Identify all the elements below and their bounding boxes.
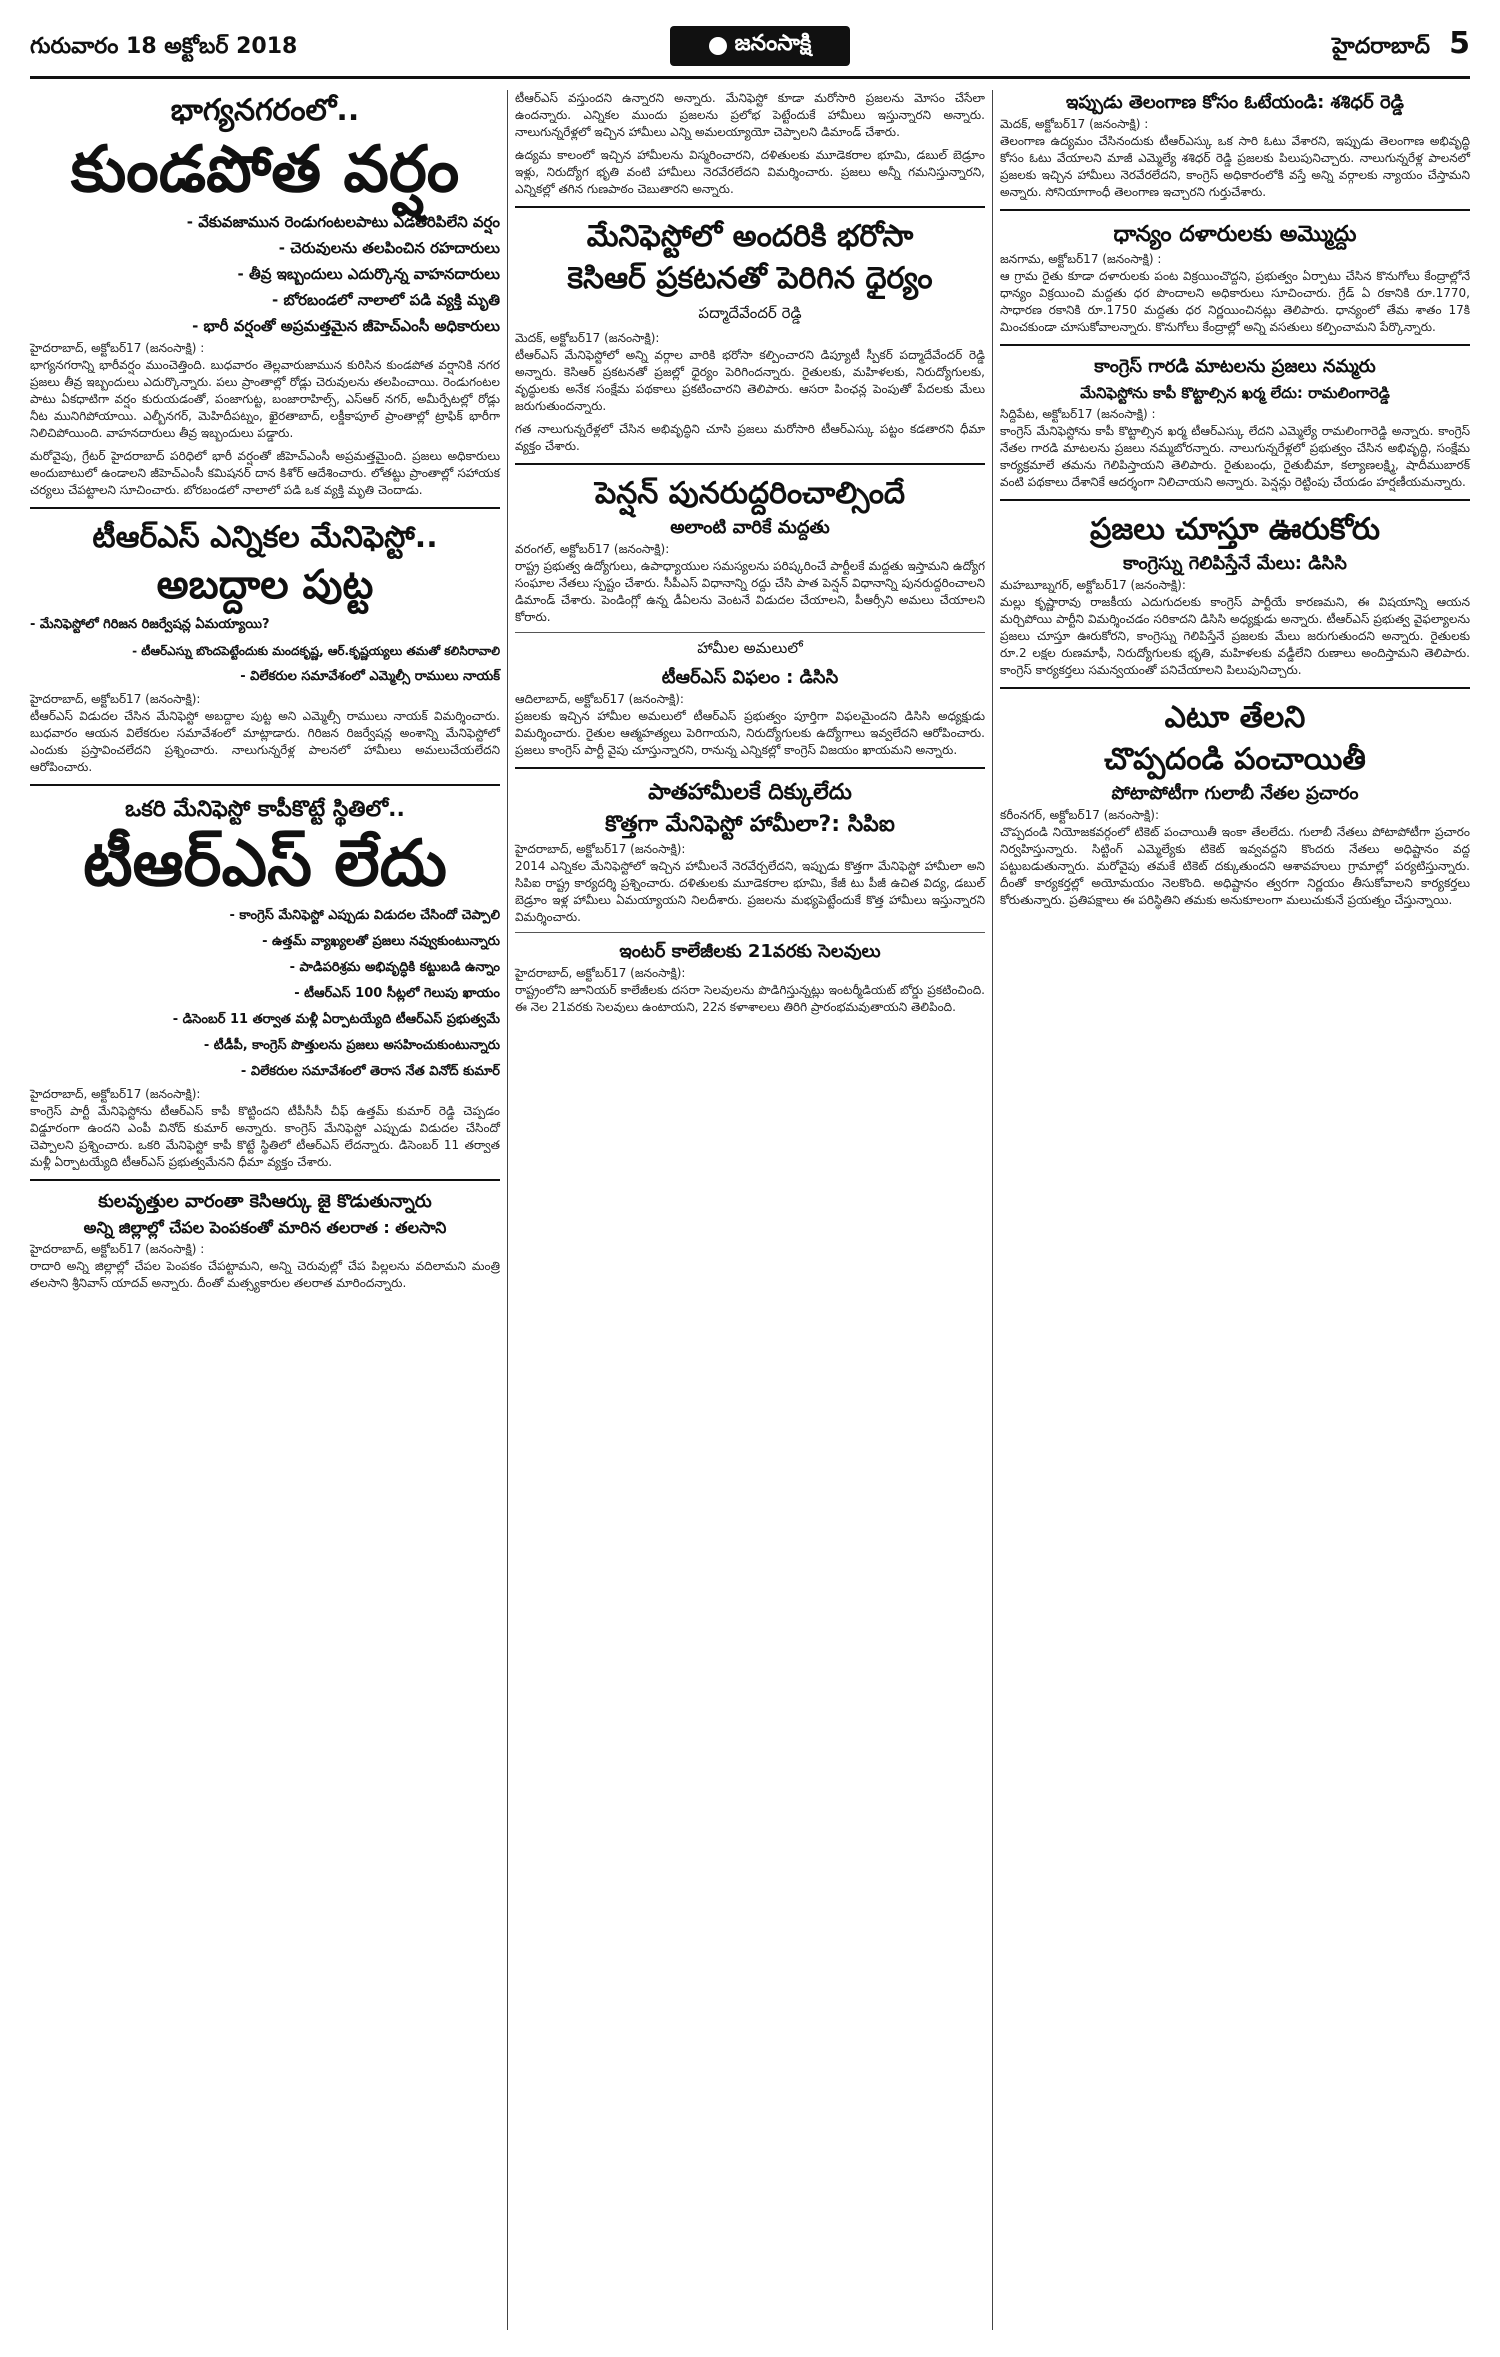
- article-headline: ప్రజలు చూస్తూ ఊరుకోరు: [1090, 512, 1380, 547]
- masthead-logo: [670, 26, 850, 66]
- article-subhead: - విలేకరుల సమావేశంలో తెరాస నేత వినోద్ కుమార్: [240, 1064, 500, 1079]
- article-dateline: మెదక్, అక్టోబర్17 (జనంసాక్షి) :: [1000, 117, 1149, 131]
- article-rain: [30, 90, 500, 499]
- article-body: కాంగ్రెస్ పార్టీ మేనిఫెస్టోను టీఆర్ఎస్ కాపీ కొట్టిందని టీపీసీసీ చీఫ్ ఉత్తమ్ కుమార్ రెడ్డి చెప్పడం విడ్డూరంగా ఉందని ఎంపీ వినోద్ కుమార్ అన్నారు. కాంగ్రెస్ మేనిఫెస్టో ఎప్పుడు విడుదల చేసిందో చెప్పాలని ప్రశ్నించారు. ఒకరి మేనిఫెస్టో కాపీ కొట్టే స్థితిలో టీఆర్ఎస్ లేదన్నారు. డిసెంబర్ 11 తర్వాత మళ్లీ ఏర్పాటయ్యేది టీఆర్ఎస్ ప్రభుత్వమేనని ధీమా వ్యక్తం చేశారు.: [30, 1104, 500, 1169]
- article-congress-tricks: [1000, 354, 1470, 491]
- article-kicker: భాగ్యనగరంలో..: [170, 93, 360, 128]
- article-body: టీఆర్ఎస్ వస్తుందని ఉన్నారని అన్నారు. మేనిఫెస్టో కూడా మరోసారి ప్రజలను మోసం చేసేలా ఉందన్నారు. ఎన్నికల ముందు ప్రజలను ప్రలోభ పెట్టేందుకే హామీలు ఇస్తున్నారని అన్నారు. నాలుగున్నరేళ్లలో ఇచ్చిన హామీలు ఎన్ని అమలయ్యాయో చెప్పాలని డిమాండ్ చేశారు.: [515, 91, 985, 139]
- article-subhead: - టీఆర్ఎస్ను బొందపెట్టేందుకు మందకృష్ణ, ఆర్.కృష్ణయ్యలు తమతో కలిసిరావాలి: [132, 644, 500, 658]
- article-body: రాదారి అన్ని జిల్లాల్లో చేపల పెంపకం చేపట్టామని, అన్ని చెరువుల్లో చేప పిల్లలను వదిలామని మంత్రి తలసాని శ్రీనివాస్ యాదవ్ అన్నారు. దీంతో మత్స్యకారుల తలరాత మారిందన్నారు.: [30, 1259, 500, 1290]
- page-header: [30, 20, 1470, 79]
- article-subhead: కాంగ్రెస్ను గెలిపిస్తేనే మేలు: డిసిసి: [1123, 553, 1347, 574]
- article-kicker: హామీల అమలులో: [697, 639, 803, 657]
- article-subhead: - టీఆర్ఎస్ 100 సీట్లలో గెలుపు ఖాయం: [294, 986, 500, 1001]
- article-divider: [515, 463, 985, 465]
- article-body: భాగ్యనగరాన్ని భారీవర్షం ముంచెత్తింది. బుధవారం తెల్లవారుజామున కురిసిన కుండపోత వర్షానికి నగర ప్రజలు తీవ్ర ఇబ్బందులు ఎదుర్కొన్నారు. పలు ప్రాంతాల్లో రోడ్లు చెరువులను తలపించాయి. రెండుగంటల పాటు ఏకధాటిగా వర్షం కురుయడంతో, పంజాగుట్ట, బంజారాహిల్స్, ఎస్ఆర్ నగర్, అమీర్పేటల్లో రోడ్లు నీట మునిగిపోయాయి. ఎల్బీనగర్, మెహిదీపట్నం, ఖైరతాబాద్, లక్డీకాపూల్ ప్రాంతాల్లో ట్రాఫిక్ భారీగా నిలిచిపోయింది. వాహనదారులు తీవ్ర ఇబ్బందులు పడ్డారు.: [30, 358, 500, 440]
- article-fisheries: [30, 1189, 500, 1292]
- article-divider: [515, 632, 985, 633]
- article-body: మరోవైపు, గ్రేటర్ హైదరాబాద్ పరిధిలో భారీ వర్షంతో జీహెచ్ఎంసీ అప్రమత్తమైంది. ప్రజలు అధికారులు అందుబాటులో ఉండాలని జీహెచ్ఎంసీ కమిషనర్ దాన కిశోర్ ఆదేశించారు. లోతట్టు ప్రాంతాల్లో సహాయక చర్యలు చేపట్టాలని సూచించారు. బోరబండలో నాలాలో పడి ఒక వ్యక్తి మృతి చెందాడు.: [30, 449, 500, 497]
- article-subhead: - పాడిపరిశ్రమ అభివృద్ధికి కట్టుబడి ఉన్నాం: [289, 960, 500, 975]
- article-dateline: జనగామ, అక్టోబర్17 (జనంసాక్షి) :: [1000, 252, 1162, 266]
- article-dateline: హైదరాబాద్, అక్టోబర్17 (జనంసాక్షి):: [515, 842, 686, 856]
- article-headline: ధాన్యం దళారులకు అమ్మొద్దు: [1113, 222, 1357, 247]
- article-dateline: హైదరాబాద్, అక్టోబర్17 (జనంసాక్షి):: [515, 966, 686, 980]
- article-grain: [1000, 219, 1470, 336]
- article-divider: [1000, 499, 1470, 501]
- article-subhead: - వేకువజామున రెండుగంటలపాటు ఎడతెరిపిలేని వర్షం: [186, 213, 500, 231]
- article-headline: అబద్దాల పుట్ట: [156, 562, 374, 608]
- article-headline: ఇంటర్ కాలేజీలకు 21వరకు సెలవులు: [619, 941, 881, 962]
- article-body: రాష్ట్ర ప్రభుత్వ ఉద్యోగులు, ఉపాధ్యాయుల సమస్యలను పరిష్కరించే పార్టీలకే మద్దతు ఇస్తామని ఉద్యోగ సంఘాల నేతలు స్పష్టం చేశారు. సీపీఎస్ విధానాన్ని రద్దు చేసి పాత పెన్షన్ విధానాన్ని పునరుద్దరించాలని డిమాండ్ చేశారు. పెండింగ్లో ఉన్న డీఏలను వెంటనే విడుదల చేయాలని, పీఆర్సీని అమలు చేయాలని కోరారు.: [515, 559, 985, 624]
- article-divider: [1000, 344, 1470, 346]
- article-cpi: [515, 777, 985, 926]
- article-headline: ఎటూ తేలని: [1164, 700, 1306, 735]
- article-dateline: సిద్దిపేట, అక్టోబర్17 (జనంసాక్షి) :: [1000, 407, 1156, 421]
- article-subhead: - బోరబండలో నాలాలో పడి వ్యక్తి మృతి: [272, 291, 500, 309]
- article-body: మల్లు కృష్ణారావు రాజకీయ ఎదుగుదలకు కాంగ్రెస్ పార్టీయే కారణమని, ఈ విషయాన్ని ఆయన మర్చిపోయి పార్టీని విమర్శించడం సరికాదని డిసిసి అధ్యక్షుడు అన్నారు. టీఆర్ఎస్ ప్రభుత్వ వైఫల్యాలను ప్రజలు చూస్తూ ఊరుకోరని, కాంగ్రెస్ను గెలిపిస్తేనే ప్రజలకు మేలు జరుగుతుందని అన్నారు. రైతులకు రూ.2 లక్షల రుణమాఫీ, నిరుద్యోగులకు భృతి, మహిళలకు వడ్డీలేని రుణాలు అందిస్తామని తెలిపారు. కాంగ్రెస్ కార్యకర్తలు సమన్వయంతో పనిచేయాలని పిలుపునిచ్చారు.: [1000, 595, 1470, 677]
- article-subhead: - భారీ వర్షంతో అప్రమత్తమైన జీహెచ్ఎంసీ అధికారులు: [192, 317, 500, 335]
- article-panchayat: [1000, 697, 1470, 909]
- article-trs-manifesto: [30, 517, 500, 776]
- column-divider: [507, 90, 508, 2330]
- article-body: గత నాలుగున్నరేళ్లలో చేసిన అభివృద్ధిని చూసి ప్రజలు మరోసారి టీఆర్ఎస్కు పట్టం కడతారని ధీమా వ్యక్తం చేశారు.: [515, 422, 985, 453]
- column-divider: [992, 90, 993, 2330]
- article-subhead: - ఉత్తమ్ వ్యాఖ్యలతో ప్రజలు నవ్వుకుంటున్నారు: [262, 934, 500, 949]
- article-subhead: - డిసెంబర్ 11 తర్వాత మళ్లీ ఏర్పాటయ్యేది టీఆర్ఎస్ ప్రభుత్వమే: [172, 1012, 500, 1027]
- article-headline: చొప్పదండి పంచాయితీ: [1104, 742, 1366, 777]
- article-subhead: - చెరువులను తలపించిన రహదారులు: [278, 239, 500, 257]
- article-divider: [30, 1179, 500, 1181]
- article-subhead: మేనిఫెస్టోను కాపీ కొట్టాల్సిన ఖర్మ లేదు: రామలింగారెడ్డి: [1080, 384, 1390, 402]
- article-divider: [1000, 687, 1470, 689]
- article-subhead: - కాంగ్రెస్ మేనిఫెస్టో ఎప్పుడు విడుదల చేసిందో చెప్పాలి: [229, 908, 500, 923]
- article-subhead: అలాంటి వారికే మద్దతు: [670, 517, 830, 538]
- article-body: రాష్ట్రంలోని జూనియర్ కాలేజీలకు దసరా సెలవులను పొడిగిస్తున్నట్లు ఇంటర్మీడియట్ బోర్డు ప్రకటించింది. ఈ నెల 21వరకు సెలవులు ఉంటాయని, 22న కళాశాలలు తిరిగి ప్రారంభమవుతాయని తెలిపింది.: [515, 983, 985, 1014]
- article-manifesto: [515, 216, 985, 455]
- article-dateline: ఆదిలాబాద్, అక్టోబర్17 (జనంసాక్షి):: [515, 692, 684, 706]
- article-subhead: - విలేకరుల సమావేశంలో ఎమ్మెల్సీ రాములు నాయక్: [240, 669, 500, 684]
- article-headline: కుండపోత వర్షం: [70, 133, 460, 207]
- column-2: [515, 90, 985, 1022]
- article-dateline: హైదరాబాద్, అక్టోబర్17 (జనంసాక్షి):: [30, 692, 201, 706]
- article-dateline: వరంగల్, అక్టోబర్17 (జనంసాక్షి):: [515, 542, 670, 556]
- article-headline: కొత్తగా మేనిఫెస్టో హామీలా?: సిపిఐ: [605, 812, 895, 837]
- article-divider: [515, 932, 985, 933]
- issue-date: గురువారం 18 అక్టోబర్ 2018: [30, 34, 298, 59]
- article-body: కాంగ్రెస్ మేనిఫెస్టోను కాపీ కొట్టాల్సిన ఖర్మ టీఆర్ఎస్కు లేదని ఎమ్మెల్యే రామలింగారెడ్డి అన్నారు. కాంగ్రెస్ నేతల గారడి మాటలను ప్రజలు నమ్మబోరన్నారు. నాలుగున్నరేళ్లలో ప్రభుత్వం చేసిన అభివృద్ధి, సంక్షేమ కార్యక్రమాలే తమను గెలిపిస్తాయని తెలిపారు. రైతుబంధు, రైతుబీమా, కల్యాణలక్ష్మి, షాదీముబారక్ వంటి పథకాలు దేశానికే ఆదర్శంగా నిలిచాయని అన్నారు. పెన్షన్లు రెట్టింపు చేయడం హర్షణీయమన్నారు.: [1000, 424, 1470, 489]
- article-divider: [1000, 209, 1470, 211]
- article-byline: పద్మాదేవేందర్ రెడ్డి: [698, 304, 802, 322]
- article-kicker: ఒకరి మేనిఫెస్టో కాపీకొట్టే స్థితిలో..: [125, 797, 405, 822]
- article-subhead: - టీడీపీ, కాంగ్రెస్ పొత్తులను ప్రజలు అసహించుకుంటున్నారు: [203, 1038, 500, 1053]
- article-dateline: హైదరాబాద్, అక్టోబర్17 (జనంసాక్షి) :: [30, 1242, 205, 1256]
- article-body: టీఆర్ఎస్ మేనిఫెస్టోలో అన్ని వర్గాల వారికి భరోసా కల్పించారని డిప్యూటీ స్పీకర్ పద్మాదేవేందర్ రెడ్డి అన్నారు. కెసిఆర్ ప్రకటనతో ప్రజల్లో ధైర్యం పెరిగిందన్నారు. రైతులకు, మహిళలకు, నిరుద్యోగులకు, వృద్ధులకు అనేక సంక్షేమ పథకాలు ప్రకటించారని తెలిపారు. ఆసరా పింఛన్ల పెంపుతో పేదలకు మేలు జరుగుతుందన్నారు.: [515, 348, 985, 413]
- article-body: ఆ గ్రామ రైతు కూడా దళారులకు పంట విక్రయించొద్దని, ప్రభుత్వం ఏర్పాటు చేసిన కొనుగోలు కేంద్రాల్లోనే ధాన్యం విక్రయించి మద్దతు ధర పొందాలని అధికారులు సూచించారు. గ్రేడ్ ఏ రకానికి రూ.1770, సాధారణ రకానికి రూ.1750 మద్దతు ధర నిర్ణయించినట్లు తెలిపారు. ధాన్యంలో తేమ శాతం 17కి మించకుండా చూసుకోవాలన్నారు. కొనుగోలు కేంద్రాల్లో అన్ని వసతులు కల్పించామని పేర్కొన్నారు.: [1000, 269, 1470, 334]
- article-divider: [515, 767, 985, 769]
- article-pension: [515, 473, 985, 626]
- article-promises: [515, 639, 985, 759]
- article-subhead: అన్ని జిల్లాల్లో చేపల పెంపకంతో మారిన తలరాత : తలసాని: [83, 1218, 447, 1237]
- article-kicker: మేనిఫెస్టోలో అందరికి భరోసా: [586, 219, 914, 254]
- edition-city: హైదరాబాద్: [1332, 34, 1430, 59]
- article-sasidhar: [1000, 90, 1470, 201]
- article-dateline: కరీంనగర్, అక్టోబర్17 (జనంసాక్షి):: [1000, 808, 1160, 822]
- article-copy: [30, 794, 500, 1171]
- article-body: ప్రజలకు ఇచ్చిన హామీల అమలులో టీఆర్ఎస్ ప్రభుత్వం పూర్తిగా విఫలమైందని డిసిసి అధ్యక్షుడు విమర్శించారు. రైతుల ఆత్మహత్యలు పెరిగాయని, నిరుద్యోగులకు ఉద్యోగాలు ఇవ్వలేదని ఆరోపించారు. ప్రజలు కాంగ్రెస్ పార్టీ వైపు చూస్తున్నారని, రానున్న ఎన్నికల్లో కాంగ్రెస్ విజయం ఖాయమని అన్నారు.: [515, 709, 985, 757]
- masthead-title: జనంసాక్షి: [734, 31, 812, 56]
- article-kicker: టీఆర్ఎస్ ఎన్నికల మేనిఫెస్టో..: [92, 520, 438, 555]
- article-dateline: మహబూబ్నగర్, అక్టోబర్17 (జనంసాక్షి):: [1000, 578, 1186, 592]
- article-body: ఉద్యమ కాలంలో ఇచ్చిన హామీలను విస్మరించారని, దళితులకు మూడెకరాల భూమి, డబుల్ బెడ్రూం ఇళ్లు, నిరుద్యోగ భృతి వంటి హామీలు నెరవేరలేదని విమర్శించారు. ప్రజలు అన్నీ గమనిస్తున్నారని, ఎన్నికల్లో తగిన గుణపాఠం చెబుతారని అన్నారు.: [515, 148, 985, 196]
- article-headline: టీఆర్ఎస్ లేదు: [83, 827, 447, 901]
- newspaper-page: [30, 20, 1470, 2340]
- article-body: టీఆర్ఎస్ విడుదల చేసిన మేనిఫెస్టో అబద్దాల పుట్ట అని ఎమ్మెల్సీ రాములు నాయక్ విమర్శించారు. బుధవారం ఆయన విలేకరుల సమావేశంలో మాట్లాడారు. గిరిజన రిజర్వేషన్ల అంశాన్ని మేనిఫెస్టోలో ఎందుకు ప్రస్తావించలేదని ప్రశ్నించారు. నాలుగున్నరేళ్ల పాలనలో హామీలు అమలుచేయలేదని ఆరోపించారు.: [30, 709, 500, 774]
- article-body: తెలంగాణ ఉద్యమం చేసినందుకు టీఆర్ఎస్కు ఒక సారి ఓటు వేశారని, ఇప్పుడు తెలంగాణ అభివృద్ధి కోసం ఓటు వేయాలని మాజీ ఎమ్మెల్యే శశిధర్ రెడ్డి ప్రజలకు పిలుపునిచ్చారు. నాలుగున్నరేళ్ల పాలనలో ప్రజలకు ఇచ్చిన హామీలు నెరవేరలేదని, కాంగ్రెస్ అధికారంలోకి వస్తే అన్ని వర్గాలకు న్యాయం చేస్తామని అన్నారు. సోనియాగాంధీ తెలంగాణ ఇచ్చారని గుర్తుచేశారు.: [1000, 134, 1470, 199]
- article-college: [515, 939, 985, 1016]
- sun-icon: [709, 37, 727, 55]
- column-1: [30, 90, 500, 1298]
- article-dateline: హైదరాబాద్, అక్టోబర్17 (జనంసాక్షి):: [30, 1087, 201, 1101]
- article-divider: [515, 206, 985, 208]
- article-dateline: హైదరాబాద్, అక్టోబర్17 (జనంసాక్షి) :: [30, 341, 205, 355]
- article-body: 2014 ఎన్నికల మేనిఫెస్టోలో ఇచ్చిన హామీలనే నెరవేర్చలేదని, ఇప్పుడు కొత్తగా మేనిఫెస్టో హామీలా అని సిపిఐ రాష్ట్ర కార్యదర్శి ప్రశ్నించారు. దళితులకు మూడెకరాల భూమి, కేజీ టు పీజీ ఉచిత విద్య, డబుల్ బెడ్రూం ఇళ్ల హామీలు ఏమయ్యాయని నిలదీశారు. ప్రజలను మభ్యపెట్టేందుకే కొత్త హామీలు ఇస్తున్నారని విమర్శించారు.: [515, 859, 985, 924]
- page-number: 5: [1449, 26, 1470, 61]
- article-headline: కులవృత్తుల వారంతా కెసిఆర్కు జై కొడుతున్నారు: [98, 1191, 432, 1212]
- article-subhead: - మేనిఫెస్టోలో గిరిజన రిజర్వేషన్ల ఏమయ్యాయి?: [30, 617, 270, 632]
- article-dateline: మెదక్, అక్టోబర్17 (జనంసాక్షి):: [515, 331, 660, 345]
- column-3: [1000, 90, 1470, 915]
- article-people: [1000, 509, 1470, 679]
- article-headline: పాతహామీలకే దిక్కులేదు: [648, 780, 852, 805]
- article-divider: [30, 507, 500, 509]
- article-headline: ఇప్పుడు తెలంగాణ కోసం ఓటేయండి: శశిధర్ రెడ్డి: [1066, 92, 1404, 113]
- article-body: చొప్పదండి నియోజకవర్గంలో టికెట్ పంచాయితీ ఇంకా తేలలేదు. గులాబీ నేతలు పోటాపోటీగా ప్రచారం నిర్వహిస్తున్నారు. సిట్టింగ్ ఎమ్మెల్యేకు టికెట్ ఇవ్వవద్దని కొందరు నేతలు అధిష్టానం వద్ద పట్టుబడుతున్నారు. మరోవైపు తమకే టికెట్ దక్కుతుందని ఆశావహులు గ్రామాల్లో పర్యటిస్తున్నారు. దీంతో కార్యకర్తల్లో అయోమయం నెలకొంది. అధిష్టానం త్వరగా నిర్ణయం తీసుకోవాలని కార్యకర్తలు కోరుతున్నారు. ప్రతిపక్షాలు ఈ పరిస్థితిని తమకు అనుకూలంగా మలుచుకునే ప్రయత్నం చేస్తున్నాయి.: [1000, 825, 1470, 907]
- article-headline: టీఆర్ఎస్ విఫలం : డిసిసి: [661, 667, 839, 688]
- article-subhead: పోటాపోటీగా గులాబీ నేతల ప్రచారం: [1111, 783, 1359, 804]
- article-headline: కాంగ్రెస్ గారడి మాటలను ప్రజలు నమ్మరు: [1094, 356, 1376, 377]
- article-headline: పెన్షన్ పునరుద్దరించాల్సిందే: [594, 476, 906, 511]
- article-subhead: - తీవ్ర ఇబ్బందులు ఎదుర్కొన్న వాహనదారులు: [237, 265, 500, 283]
- article-headline: కెసిఆర్ ప్రకటనతో పెరిగిన ధైర్యం: [567, 261, 933, 296]
- article-divider: [30, 784, 500, 786]
